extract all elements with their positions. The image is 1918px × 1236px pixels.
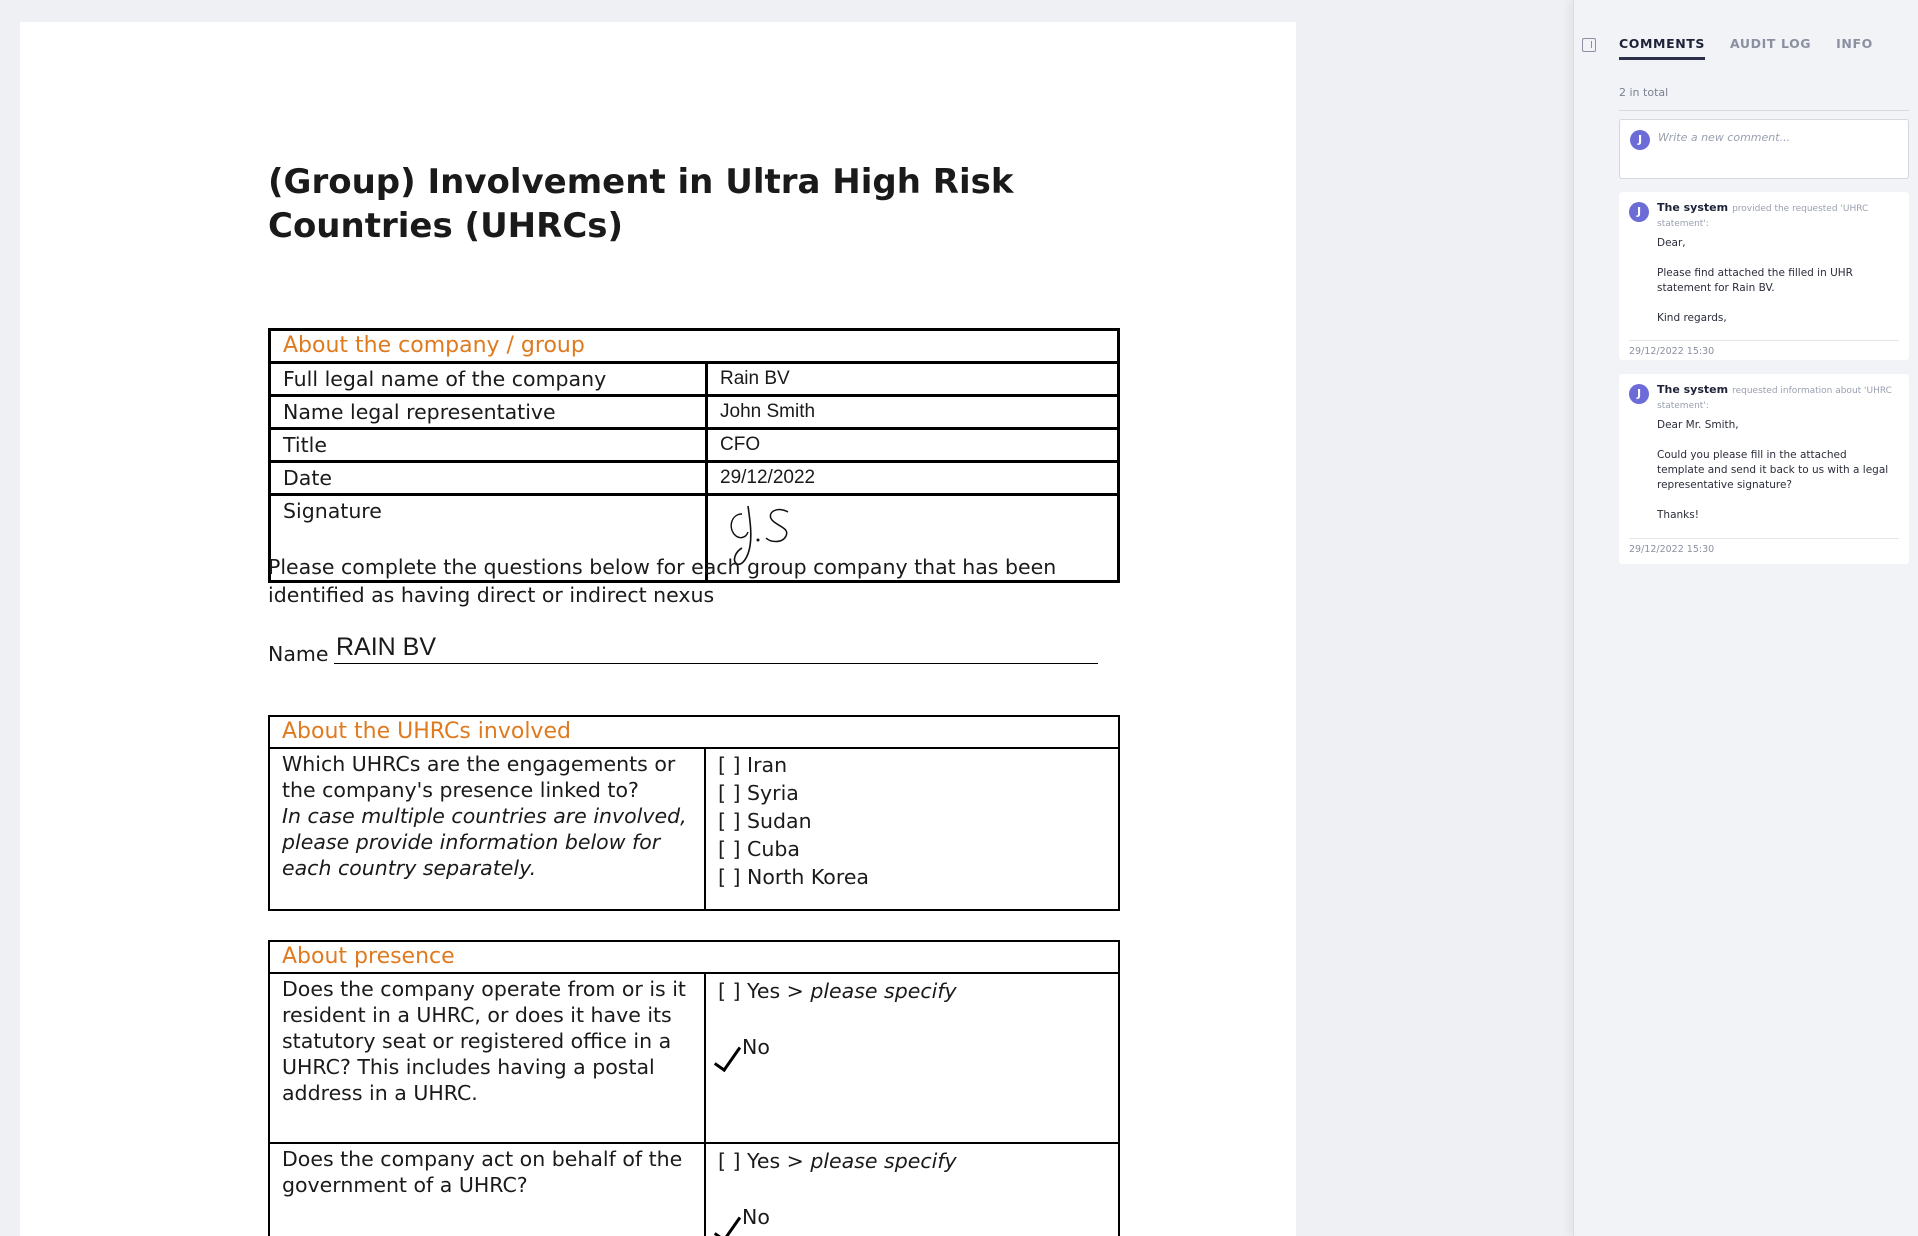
yes-specify: please specify <box>810 979 957 1003</box>
country-option: [ ] Iran <box>718 753 788 777</box>
no-option: No <box>742 1205 770 1229</box>
comment-header <box>1657 383 1897 413</box>
user-avatar: J <box>1629 384 1649 404</box>
country-option: [ ] Cuba <box>718 837 800 861</box>
question-text: Does the company act on behalf of the government of a UHRC? <box>269 1143 705 1236</box>
row-value: Rain BV <box>707 363 1119 396</box>
panel-tabs <box>1619 36 1873 60</box>
row-label: Signature <box>270 495 707 582</box>
comment-body: Dear, Please find attached the filled in UHR statement for Rain BV. Kind regards, <box>1657 237 1853 324</box>
answer-cell <box>705 973 1119 1143</box>
table-row <box>270 363 1119 396</box>
comment-author: The system <box>1657 201 1729 214</box>
divider <box>1629 538 1899 539</box>
presence-section-header: About presence <box>269 941 1119 973</box>
row-label: Date <box>270 462 707 495</box>
question-row <box>269 1143 1119 1236</box>
row-value: 29/12/2022 <box>707 462 1119 495</box>
comment-header <box>1657 201 1897 231</box>
document-page <box>20 22 1296 1236</box>
intro-text: Please complete the questions below for each group company that has been identified as having direct or indirect nexus <box>268 555 1057 607</box>
comment-count: 2 in total <box>1619 86 1669 99</box>
user-avatar: J <box>1629 202 1649 222</box>
comment-timestamp: 29/12/2022 15:30 <box>1629 544 1715 555</box>
uhrc-table <box>268 715 1120 911</box>
collapse-panel-icon[interactable] <box>1582 38 1596 52</box>
divider <box>1619 110 1909 111</box>
row-value: CFO <box>707 429 1119 462</box>
uhrc-question-cell <box>269 748 705 910</box>
user-avatar: J <box>1630 130 1650 150</box>
answer-cell <box>705 1143 1119 1236</box>
company-name-line <box>268 630 1098 666</box>
company-table <box>268 328 1120 583</box>
name-underline <box>334 663 1098 664</box>
comment-timestamp: 29/12/2022 15:30 <box>1629 346 1715 357</box>
name-value: RAIN BV <box>336 633 437 661</box>
comment-action: requested information about 'UHRC statement': <box>1657 386 1892 411</box>
comment-body: Dear Mr. Smith, Could you please fill in the attached template and send it back to us with a legal representative signature? Thanks! <box>1657 419 1889 521</box>
uhrc-question: Which UHRCs are the engagements or the company's presence linked to? <box>282 752 676 802</box>
country-option: [ ] North Korea <box>718 865 869 889</box>
company-section-header: About the company / group <box>270 330 1119 363</box>
table-row <box>270 396 1119 429</box>
question-text: Does the company operate from or is it resident in a UHRC, or does it have its statutory seat or registered office in a UHRC? This includes having a postal address in a UHRC. <box>269 973 705 1143</box>
divider <box>1629 340 1899 341</box>
tab-comments[interactable]: COMMENTS <box>1619 36 1705 60</box>
uhrc-options-cell <box>705 748 1119 910</box>
row-value: John Smith <box>707 396 1119 429</box>
yes-option: [ ] Yes > <box>718 979 811 1003</box>
table-row <box>270 429 1119 462</box>
uhrc-note: In case multiple countries are involved, please provide information below for each country separately. <box>282 804 687 880</box>
tab-info[interactable]: INFO <box>1836 36 1873 51</box>
country-option: [ ] Sudan <box>718 809 812 833</box>
tab-audit-log[interactable]: AUDIT LOG <box>1730 36 1812 51</box>
row-label: Name legal representative <box>270 396 707 429</box>
question-row <box>269 973 1119 1143</box>
comment-card <box>1619 192 1909 360</box>
row-label: Full legal name of the company <box>270 363 707 396</box>
row-label: Title <box>270 429 707 462</box>
yes-specify: please specify <box>810 1149 957 1173</box>
table-row <box>270 462 1119 495</box>
country-option: [ ] Syria <box>718 781 799 805</box>
comment-action: provided the requested 'UHRC statement': <box>1657 204 1869 229</box>
comment-card <box>1619 374 1909 564</box>
new-comment-box[interactable] <box>1619 119 1909 179</box>
no-option: No <box>742 1035 770 1059</box>
document-title: (Group) Involvement in Ultra High Risk Countries (UHRCs) <box>268 162 1014 246</box>
side-panel <box>1573 0 1918 1236</box>
uhrc-section-header: About the UHRCs involved <box>269 716 1119 748</box>
comment-author: The system <box>1657 383 1729 396</box>
yes-option: [ ] Yes > <box>718 1149 811 1173</box>
presence-table <box>268 940 1120 1236</box>
name-label: Name <box>268 642 329 666</box>
new-comment-input[interactable] <box>1658 131 1898 144</box>
